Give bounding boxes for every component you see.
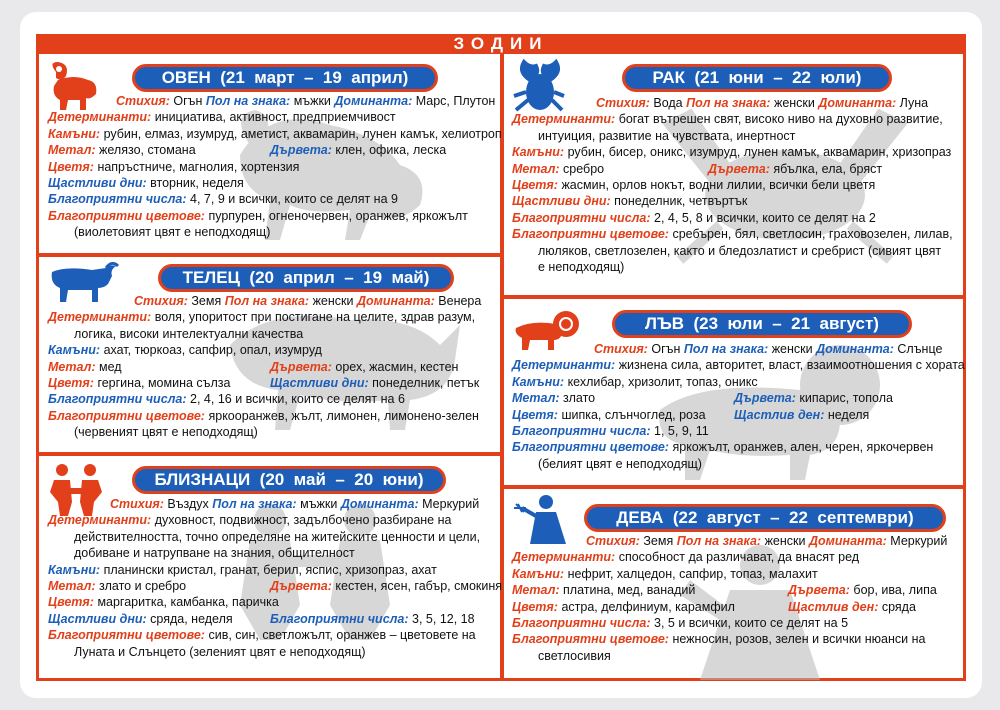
metal-value: злато и сребро (99, 579, 187, 594)
stones-label: Камъни: (512, 566, 565, 581)
virgo-title: ДЕВА (22 август – 22 септември) (584, 504, 946, 532)
determinants-label: Детерминанти: (48, 513, 152, 528)
stones-value: ахат, тюркоаз, сапфир, опал, изумруд (103, 343, 322, 358)
numbers-value: 3, 5 и всички, които се делят на 5 (654, 616, 849, 631)
days-label: Щастлив ден: (734, 407, 825, 422)
stones-value: кехлибар, хризолит, топаз, оникс (567, 374, 758, 389)
element-label: Стихия: (110, 497, 164, 511)
gender-label: Пол на знака: (683, 342, 769, 356)
trees-value: кестен, ясен, габър, смокиня (335, 579, 503, 594)
element-label: Стихия: (586, 534, 640, 548)
gender-label: Пол на знака: (224, 294, 310, 308)
trees-value: бор, ива, липа (853, 583, 937, 598)
stones-value: рубин, бисер, оникс, изумруд, лунен камък, аквамарин, хризопраз (567, 145, 952, 160)
determinants-label: Детерминанти: (512, 550, 616, 565)
colors-value: сив, син, светложълт, оранжев – цветовете на (208, 628, 476, 643)
gender-label: Пол на знака: (205, 94, 291, 108)
dominant-value: Меркурий (890, 534, 948, 548)
dominant-label: Доминанта: (334, 94, 413, 108)
days-value: понеделник, петък (372, 376, 480, 391)
element-value: Земя (643, 534, 674, 548)
leo-details (512, 341, 965, 472)
flowers-value: напръстниче, магнолия, хортензия (97, 159, 300, 174)
metal-value: злато (563, 391, 596, 406)
virgo-details (512, 533, 948, 664)
days-value: неделя (827, 407, 870, 422)
element-label: Стихия: (594, 342, 648, 356)
determinants-value-cont: логика, високи интелектуални качества (74, 326, 304, 341)
section-divider (502, 485, 966, 489)
element-label: Стихия: (134, 294, 188, 308)
colors-label: Благоприятни цветове: (512, 440, 669, 455)
days-label: Щастлив ден: (788, 599, 879, 614)
metal-label: Метал: (512, 161, 560, 176)
determinants-value-cont: действителността, точно определяне на житейските ценности и цели, (74, 529, 481, 544)
trees-value: ябълка, ела, бряст (773, 161, 883, 176)
leo-title: ЛЪВ (23 юли – 21 август) (612, 310, 912, 338)
numbers-value: 2, 4, 16 и всички, които се делят на 6 (190, 392, 405, 407)
gender-value: мъжки (300, 497, 338, 511)
aries-details (48, 93, 502, 241)
numbers-value: 1, 5, 9, 11 (654, 424, 709, 439)
taurus-title: ТЕЛЕЦ (20 април – 19 май) (158, 264, 454, 292)
colors-note: (червеният цвят е неподходящ) (74, 425, 258, 440)
colors-note: люляков, светлозелен, както и бледозлатист и сребрист (сивият цвят (538, 243, 942, 258)
days-value: понеделник, четвъртък (614, 194, 748, 209)
stones-label: Камъни: (48, 343, 101, 358)
element-value: Въздух (167, 497, 209, 511)
trees-label: Дървета: (788, 583, 850, 598)
metal-value: мед (99, 359, 122, 374)
trees-label: Дървета: (270, 359, 332, 374)
section-divider (36, 452, 502, 456)
colors-label: Благоприятни цветове: (512, 227, 669, 242)
numbers-label: Благоприятни числа: (48, 192, 187, 207)
dominant-label: Доминанта: (818, 96, 897, 110)
gender-value: женски (773, 96, 815, 110)
determinants-value-cont: интуиция, развитие на чувствата, инертност (538, 128, 796, 143)
metal-label: Метал: (48, 579, 96, 594)
page-header (36, 34, 966, 54)
element-value: Огън (173, 94, 203, 108)
determinants-label: Детерминанти: (512, 358, 616, 373)
numbers-label: Благоприятни числа: (270, 611, 409, 626)
metal-value: сребро (563, 161, 605, 176)
numbers-value: 4, 7, 9 и всички, които се делят на 9 (190, 192, 398, 207)
colors-value: сребърен, бял, светлосин, граховозелен, лилав, (672, 227, 953, 242)
flowers-label: Цветя: (48, 159, 94, 174)
metal-label: Метал: (48, 143, 96, 158)
determinants-label: Детерминанти: (512, 112, 616, 127)
dominant-value: Венера (438, 294, 482, 308)
metal-label: Метал: (48, 359, 96, 374)
determinants-value: способност да различават, да внасят ред (618, 550, 860, 565)
flowers-label: Цветя: (512, 407, 558, 422)
colors-value: яркожълт, оранжев, ален, черен, яркочервен (672, 440, 934, 455)
numbers-value: 2, 4, 5, 8 и всички, които се делят на 2 (654, 210, 876, 225)
stones-value: нефрит, халцедон, сапфир, топаз, малахит (567, 566, 818, 581)
gender-label: Пол на знака: (212, 497, 297, 511)
element-value: Огън (651, 342, 681, 356)
colors-label: Благоприятни цветове: (512, 632, 669, 647)
stones-label: Камъни: (48, 562, 101, 577)
metal-label: Метал: (512, 583, 560, 598)
determinants-value: духовност, подвижност, задълбочено разбиране на (154, 513, 452, 528)
numbers-label: Благоприятни числа: (512, 424, 651, 439)
flowers-value: астра, делфиниум, карамфил (561, 599, 735, 614)
dominant-label: Доминанта: (356, 294, 435, 308)
days-value: вторник, неделя (150, 176, 244, 191)
determinants-value: жизнена сила, авторитет, власт, взаимоотношения с хората (618, 358, 965, 373)
flowers-value: маргаритка, камбанка, паричка (97, 595, 279, 610)
trees-label: Дървета: (270, 579, 332, 594)
days-label: Щастливи дни: (48, 611, 147, 626)
colors-label: Благоприятни цветове: (48, 408, 205, 423)
colors-note: светлосивия (538, 648, 611, 663)
section-divider (502, 295, 966, 299)
colors-note: (белият цвят е неподходящ) (538, 456, 702, 471)
cancer-title: РАК (21 юни – 22 юли) (622, 64, 892, 92)
numbers-label: Благоприятни числа: (512, 616, 651, 631)
days-value: сряда, неделя (150, 611, 233, 626)
gemini-title: БЛИЗНАЦИ (20 май – 20 юни) (132, 466, 446, 494)
element-label: Стихия: (596, 96, 650, 110)
stones-label: Камъни: (512, 145, 565, 160)
dominant-value: Луна (899, 96, 929, 110)
aries-title: ОВЕН (21 март – 19 април) (132, 64, 438, 92)
gender-value: женски (771, 342, 813, 356)
metal-label: Метал: (512, 391, 560, 406)
cancer-details (512, 95, 953, 275)
element-value: Вода (653, 96, 683, 110)
numbers-label: Благоприятни числа: (512, 210, 651, 225)
metal-value: желязо, стомана (99, 143, 196, 158)
colors-value: пурпурен, огненочервен, оранжев, яркожълт (208, 208, 468, 223)
dominant-value: Слънце (897, 342, 943, 356)
element-label: Стихия: (116, 94, 170, 108)
flowers-label: Цветя: (512, 178, 558, 193)
stones-value: планински кристал, гранат, берил, яспис, хризопраз, ахат (103, 562, 437, 577)
determinants-value: инициатива, активност, предприемчивост (154, 110, 396, 125)
gender-value: женски (312, 294, 354, 308)
flowers-value: шипка, слънчоглед, роза (561, 407, 706, 422)
trees-label: Дървета: (270, 143, 332, 158)
trees-value: кипарис, топола (799, 391, 893, 406)
dominant-label: Доминанта: (340, 497, 419, 511)
metal-value: платина, мед, ванадий (563, 583, 696, 598)
dominant-label: Доминанта: (808, 534, 887, 548)
flowers-label: Цветя: (48, 595, 94, 610)
determinants-label: Детерминанти: (48, 310, 152, 325)
flowers-value: жасмин, орлов нокът, водни лилии, всички бели цветя (561, 178, 876, 193)
dominant-label: Доминанта: (816, 342, 894, 356)
colors-value: нежносин, розов, зелен и всички нюанси на (672, 632, 926, 647)
colors-label: Благоприятни цветове: (48, 628, 205, 643)
numbers-label: Благоприятни числа: (48, 392, 187, 407)
taurus-details (48, 293, 482, 441)
colors-value: яркооранжев, жълт, лимонен, лимонено-зелен (208, 408, 479, 423)
colors-label: Благоприятни цветове: (48, 208, 205, 223)
colors-note: (виолетовият цвят е неподходящ) (74, 225, 271, 240)
dominant-value: Марс, Плутон (415, 94, 496, 108)
determinants-value: воля, упоритост при постигане на целите, здрав разум, (154, 310, 476, 325)
flowers-value: гергина, момина сълза (97, 376, 231, 391)
colors-note-cont: е неподходящ) (538, 260, 625, 275)
section-divider (36, 253, 502, 257)
gender-value: мъжки (293, 94, 331, 108)
gender-label: Пол на знака: (676, 534, 762, 548)
dominant-value: Меркурий (422, 497, 480, 511)
gemini-details (48, 496, 503, 660)
trees-label: Дървета: (734, 391, 796, 406)
gender-value: женски (764, 534, 806, 548)
days-label: Щастливи дни: (512, 194, 611, 209)
flowers-label: Цветя: (512, 599, 558, 614)
days-label: Щастливи дни: (48, 176, 147, 191)
stones-label: Камъни: (512, 374, 565, 389)
element-value: Земя (191, 294, 222, 308)
days-value: сряда (881, 599, 916, 614)
gender-label: Пол на знака: (686, 96, 771, 110)
page-title: ЗОДИИ (453, 34, 549, 53)
flowers-label: Цветя: (48, 376, 94, 391)
stones-value: рубин, елмаз, изумруд, аметист, аквамарин, лунен камък, хелиотроп (103, 126, 502, 141)
days-label: Щастливи дни: (270, 376, 369, 391)
stones-label: Камъни: (48, 126, 101, 141)
determinants-label: Детерминанти: (48, 110, 152, 125)
colors-note: Луната и Слънцето (зеленият цвят е неподходящ) (74, 644, 366, 659)
trees-label: Дървета: (708, 161, 770, 176)
determinants-value-cont: добиване и натрупване на знания, общителност (74, 546, 355, 561)
numbers-value: 3, 5, 12, 18 (412, 611, 475, 626)
trees-value: клен, офика, леска (335, 143, 447, 158)
determinants-value: богат вътрешен свят, високо ниво на духовно развитие, (618, 112, 943, 127)
trees-value: орех, жасмин, кестен (335, 359, 459, 374)
